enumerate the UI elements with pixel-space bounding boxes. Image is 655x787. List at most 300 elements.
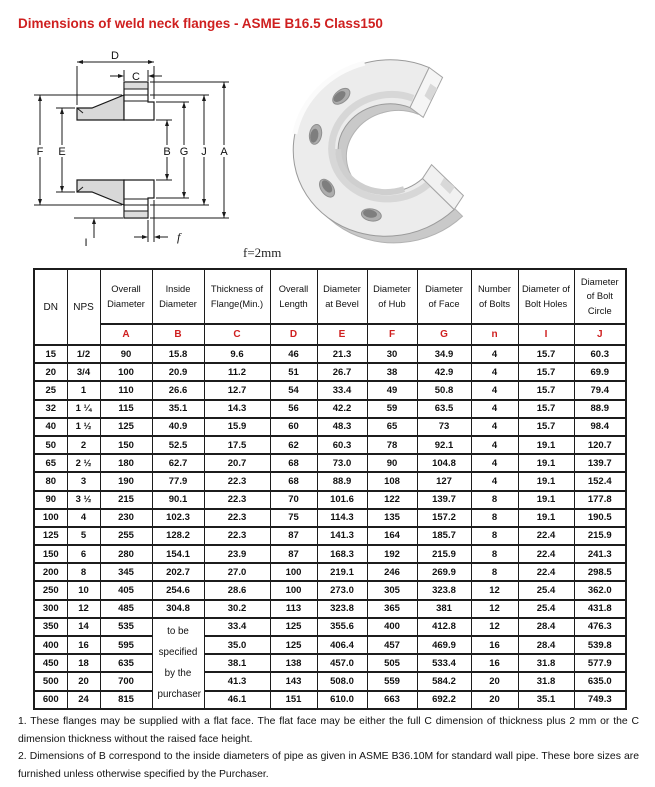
dim-label-e: E — [58, 146, 66, 158]
table-cell: 30.2 — [204, 600, 270, 618]
table-cell: 113 — [270, 600, 317, 618]
table-cell: 125 — [34, 527, 67, 545]
flange-dimensions-table — [33, 268, 627, 710]
table-cell: 101.6 — [317, 491, 367, 509]
table-cell: 190.5 — [574, 509, 626, 527]
dim-I — [74, 218, 123, 249]
table-cell: 40.9 — [152, 418, 204, 436]
table-cell: 400 — [367, 618, 417, 636]
dim-label-rf: f — [177, 230, 181, 244]
table-cell: 25.4 — [518, 581, 574, 599]
table-cell: 177.8 — [574, 491, 626, 509]
table-cell: 15.7 — [518, 363, 574, 381]
table-row — [34, 581, 626, 599]
table-cell: 128.2 — [152, 527, 204, 545]
table-cell: 692.2 — [417, 691, 471, 709]
table-cell: 300 — [34, 600, 67, 618]
table-cell: 8 — [471, 527, 518, 545]
table-cell: 16 — [471, 654, 518, 672]
table-cell: 139.7 — [574, 454, 626, 472]
table-cell: 50.8 — [417, 381, 471, 399]
table-cell: 400 — [34, 636, 67, 654]
table-cell: 12 — [67, 600, 100, 618]
table-cell: 122 — [367, 491, 417, 509]
table-cell: 749.3 — [574, 691, 626, 709]
table-cell: 114.3 — [317, 509, 367, 527]
table-row — [34, 418, 626, 436]
col-letter: E — [317, 324, 367, 345]
table-cell: 50 — [34, 436, 67, 454]
table-cell: 46 — [270, 345, 317, 363]
table-cell: 362.0 — [574, 581, 626, 599]
dim-label-b: B — [163, 146, 171, 158]
col-header: Overall Diameter — [100, 269, 152, 324]
table-cell: 12.7 — [204, 381, 270, 399]
col-header: Thickness of Flange(Min.) — [204, 269, 270, 324]
col-letter: I — [518, 324, 574, 345]
table-cell: 69.9 — [574, 363, 626, 381]
table-cell: 533.4 — [417, 654, 471, 672]
table-cell: 215.9 — [417, 545, 471, 563]
dim-label-i: I — [84, 237, 88, 249]
table-cell: 2 — [67, 436, 100, 454]
table-cell: 8 — [67, 563, 100, 581]
table-cell: 305 — [367, 581, 417, 599]
table-cell: 457 — [367, 636, 417, 654]
table-cell: 28.4 — [518, 618, 574, 636]
table-cell: 100 — [270, 581, 317, 599]
table-cell: 215.9 — [574, 527, 626, 545]
table-cell: 5 — [67, 527, 100, 545]
table-cell: 22.4 — [518, 527, 574, 545]
table-cell: 104.8 — [417, 454, 471, 472]
table-cell: 200 — [34, 563, 67, 581]
table-cell: 65 — [367, 418, 417, 436]
table-cell: 154.1 — [152, 545, 204, 563]
table-cell: 595 — [100, 636, 152, 654]
table-cell: 280 — [100, 545, 152, 563]
table-cell: 108 — [367, 472, 417, 490]
table-cell: 20.7 — [204, 454, 270, 472]
col-letter: A — [100, 324, 152, 345]
table-cell: 4 — [67, 509, 100, 527]
table-cell: 168.3 — [317, 545, 367, 563]
table-cell: 20 — [471, 672, 518, 690]
table-cell: 38.1 — [204, 654, 270, 672]
table-row — [34, 600, 626, 618]
col-letter: D — [270, 324, 317, 345]
table-cell: 635 — [100, 654, 152, 672]
table-cell: 125 — [100, 418, 152, 436]
table-cell: 30 — [367, 345, 417, 363]
table-cell: 4 — [471, 345, 518, 363]
table-cell: 16 — [67, 636, 100, 654]
table-cell: 610.0 — [317, 691, 367, 709]
table-cell: 102.3 — [152, 509, 204, 527]
table-cell: 431.8 — [574, 600, 626, 618]
table-cell: 100 — [100, 363, 152, 381]
table-cell: 584.2 — [417, 672, 471, 690]
table-cell: 35.1 — [152, 400, 204, 418]
table-cell: 27.0 — [204, 563, 270, 581]
table-cell: 19.1 — [518, 454, 574, 472]
table-cell: 40 — [34, 418, 67, 436]
dim-label-a: A — [220, 146, 228, 158]
table-cell: 500 — [34, 672, 67, 690]
raised-face-caption: f=2mm — [243, 245, 282, 260]
table-cell: 269.9 — [417, 563, 471, 581]
table-row — [34, 400, 626, 418]
table-header-row — [34, 269, 626, 324]
table-cell: 19.1 — [518, 491, 574, 509]
table-cell: 51 — [270, 363, 317, 381]
table-cell: 559 — [367, 672, 417, 690]
table-cell: 20 — [471, 691, 518, 709]
table-cell: 4 — [471, 363, 518, 381]
table-cell: 152.4 — [574, 472, 626, 490]
table-cell: 304.8 — [152, 600, 204, 618]
table-cell: 22.4 — [518, 545, 574, 563]
table-cell: 250 — [34, 581, 67, 599]
table-row — [34, 527, 626, 545]
table-cell: 150 — [34, 545, 67, 563]
table-cell: 700 — [100, 672, 152, 690]
table-cell: 90 — [34, 491, 67, 509]
col-letter: G — [417, 324, 471, 345]
table-cell: 77.9 — [152, 472, 204, 490]
table-cell: 32 — [34, 400, 67, 418]
col-letter: J — [574, 324, 626, 345]
table-cell: 73.0 — [317, 454, 367, 472]
table-cell: 246 — [367, 563, 417, 581]
table-cell: 577.9 — [574, 654, 626, 672]
bore-note-cell: to be specified by the purchaser — [152, 618, 204, 709]
table-cell: 15 — [34, 345, 67, 363]
table-cell: 219.1 — [317, 563, 367, 581]
table-cell: 88.9 — [574, 400, 626, 418]
table-cell: 485 — [100, 600, 152, 618]
footnote-2: 2. Dimensions of B correspond to the inside diameters of pipe as given in ASME B36.10M for standard wall pipe. These bore sizes are furnished unless otherwise specified by the Purchaser. — [18, 751, 639, 780]
table-cell: 79.4 — [574, 381, 626, 399]
col-header: Diameter of Hub — [367, 269, 417, 324]
table-row — [34, 436, 626, 454]
table-cell: 192 — [367, 545, 417, 563]
table-cell: 15.9 — [204, 418, 270, 436]
table-row — [34, 509, 626, 527]
footnotes — [18, 713, 639, 783]
table-cell: 59 — [367, 400, 417, 418]
table-cell: 60.3 — [317, 436, 367, 454]
table-cell: 15.7 — [518, 345, 574, 363]
table-cell: 22.4 — [518, 563, 574, 581]
table-cell: 14 — [67, 618, 100, 636]
table-cell: 405 — [100, 581, 152, 599]
table-cell: 35.1 — [518, 691, 574, 709]
dim-B — [156, 120, 173, 180]
table-cell: 8 — [471, 509, 518, 527]
table-cell: 38 — [367, 363, 417, 381]
col-header: Diameter of Face — [417, 269, 471, 324]
table-cell: 215 — [100, 491, 152, 509]
table-cell: 127 — [417, 472, 471, 490]
table-cell: 31.8 — [518, 654, 574, 672]
table-cell: 815 — [100, 691, 152, 709]
table-cell: 323.8 — [417, 581, 471, 599]
table-cell: 28.4 — [518, 636, 574, 654]
table-cell: 135 — [367, 509, 417, 527]
footnote-1: 1. These flanges may be supplied with a flat face. The flat face may be either the full C dimension of thickness plus 2 mm or the C dimension thickness without the raised face height. — [18, 716, 639, 745]
table-cell: 125 — [270, 618, 317, 636]
page-title: Dimensions of weld neck flanges - ASME B16.5 Class150 — [18, 16, 383, 31]
table-cell: 4 — [471, 418, 518, 436]
table-cell: 412.8 — [417, 618, 471, 636]
table-cell: 24 — [67, 691, 100, 709]
table-cell: 35.0 — [204, 636, 270, 654]
table-cell: 42.2 — [317, 400, 367, 418]
table-cell: 350 — [34, 618, 67, 636]
table-cell: 1 — [67, 381, 100, 399]
table-cell: 190 — [100, 472, 152, 490]
table-cell: 20 — [34, 363, 67, 381]
table-cell: 92.1 — [417, 436, 471, 454]
flange-3d-body — [279, 50, 469, 245]
table-cell: 15.8 — [152, 345, 204, 363]
table-cell: 365 — [367, 600, 417, 618]
table-cell: 10 — [67, 581, 100, 599]
table-cell: 62.7 — [152, 454, 204, 472]
table-cell: 202.7 — [152, 563, 204, 581]
table-cell: 87 — [270, 545, 317, 563]
table-cell: 3/4 — [67, 363, 100, 381]
table-cell: 12 — [471, 600, 518, 618]
table-cell: 241.3 — [574, 545, 626, 563]
table-cell: 115 — [100, 400, 152, 418]
table-cell: 505 — [367, 654, 417, 672]
weld-neck-flange-section-drawing — [22, 50, 247, 255]
table-row — [34, 381, 626, 399]
table-cell: 49 — [367, 381, 417, 399]
table-cell: 138 — [270, 654, 317, 672]
table-cell: 34.9 — [417, 345, 471, 363]
table-cell: 254.6 — [152, 581, 204, 599]
table-row — [34, 345, 626, 363]
table-cell: 9.6 — [204, 345, 270, 363]
table-cell: 2 ½ — [67, 454, 100, 472]
table-cell: 88.9 — [317, 472, 367, 490]
table-cell: 150 — [100, 436, 152, 454]
table-cell: 41.3 — [204, 672, 270, 690]
dim-label-d: D — [111, 50, 119, 62]
table-row — [34, 491, 626, 509]
col-header-nps: NPS — [67, 269, 100, 345]
table-row — [34, 618, 626, 636]
col-header: Number of Bolts — [471, 269, 518, 324]
table-cell: 600 — [34, 691, 67, 709]
table-cell: 28.6 — [204, 581, 270, 599]
table-cell: 4 — [471, 436, 518, 454]
table-cell: 63.5 — [417, 400, 471, 418]
table-letter-row — [34, 324, 626, 345]
table-cell: 355.6 — [317, 618, 367, 636]
table-cell: 26.7 — [317, 363, 367, 381]
table-cell: 4 — [471, 454, 518, 472]
table-cell: 100 — [34, 509, 67, 527]
table-cell: 635.0 — [574, 672, 626, 690]
table-cell: 15.7 — [518, 381, 574, 399]
table-cell: 323.8 — [317, 600, 367, 618]
table-cell: 185.7 — [417, 527, 471, 545]
table-cell: 345 — [100, 563, 152, 581]
table-cell: 60.3 — [574, 345, 626, 363]
table-cell: 157.2 — [417, 509, 471, 527]
table-cell: 12 — [471, 618, 518, 636]
table-cell: 20.9 — [152, 363, 204, 381]
table-cell: 8 — [471, 545, 518, 563]
table-cell: 14.3 — [204, 400, 270, 418]
table-cell: 143 — [270, 672, 317, 690]
table-row — [34, 691, 626, 709]
table-cell: 22.3 — [204, 491, 270, 509]
table-cell: 17.5 — [204, 436, 270, 454]
table-cell: 3 ½ — [67, 491, 100, 509]
table-cell: 68 — [270, 454, 317, 472]
dim-label-j: J — [201, 146, 207, 158]
table-row — [34, 654, 626, 672]
col-header: Diameter at Bevel — [317, 269, 367, 324]
table-row — [34, 563, 626, 581]
table-cell: 70 — [270, 491, 317, 509]
flange-section-shapes — [77, 82, 154, 218]
table-cell: 42.9 — [417, 363, 471, 381]
table-row — [34, 545, 626, 563]
table-cell: 60 — [270, 418, 317, 436]
table-cell: 125 — [270, 636, 317, 654]
table-cell: 164 — [367, 527, 417, 545]
table-cell: 25.4 — [518, 600, 574, 618]
table-cell: 80 — [34, 472, 67, 490]
table-cell: 22.3 — [204, 527, 270, 545]
table-cell: 4 — [471, 400, 518, 418]
table-cell: 31.8 — [518, 672, 574, 690]
table-cell: 90 — [100, 345, 152, 363]
table-cell: 141.3 — [317, 527, 367, 545]
table-cell: 3 — [67, 472, 100, 490]
table-cell: 54 — [270, 381, 317, 399]
table-cell: 8 — [471, 491, 518, 509]
table-cell: 87 — [270, 527, 317, 545]
dim-label-g: G — [179, 146, 189, 158]
table-cell: 100 — [270, 563, 317, 581]
table-cell: 16 — [471, 636, 518, 654]
table-cell: 90.1 — [152, 491, 204, 509]
dim-E — [56, 108, 75, 192]
table-row — [34, 363, 626, 381]
table-cell: 12 — [471, 581, 518, 599]
table-cell: 508.0 — [317, 672, 367, 690]
col-header: Overall Length — [270, 269, 317, 324]
table-cell: 68 — [270, 472, 317, 490]
table-cell: 8 — [471, 563, 518, 581]
table-cell: 20 — [67, 672, 100, 690]
table-cell: 298.5 — [574, 563, 626, 581]
table-cell: 273.0 — [317, 581, 367, 599]
table-cell: 65 — [34, 454, 67, 472]
table-cell: 450 — [34, 654, 67, 672]
table-cell: 46.1 — [204, 691, 270, 709]
dimension-table-wrap — [33, 268, 627, 710]
table-cell: 406.4 — [317, 636, 367, 654]
table-cell: 457.0 — [317, 654, 367, 672]
table-row — [34, 454, 626, 472]
table-cell: 6 — [67, 545, 100, 563]
table-cell: 19.1 — [518, 436, 574, 454]
table-cell: 4 — [471, 381, 518, 399]
table-cell: 381 — [417, 600, 471, 618]
table-cell: 22.3 — [204, 509, 270, 527]
table-cell: 15.7 — [518, 418, 574, 436]
table-cell: 48.3 — [317, 418, 367, 436]
table-cell: 78 — [367, 436, 417, 454]
table-cell: 56 — [270, 400, 317, 418]
table-cell: 139.7 — [417, 491, 471, 509]
flange-3d-image — [268, 50, 518, 245]
table-row — [34, 672, 626, 690]
col-header-dn: DN — [34, 269, 67, 345]
table-cell: 19.1 — [518, 509, 574, 527]
table-row — [34, 636, 626, 654]
table-cell: 33.4 — [317, 381, 367, 399]
table-cell: 535 — [100, 618, 152, 636]
table-cell: 90 — [367, 454, 417, 472]
table-cell: 539.8 — [574, 636, 626, 654]
table-cell: 25 — [34, 381, 67, 399]
table-cell: 75 — [270, 509, 317, 527]
table-cell: 23.9 — [204, 545, 270, 563]
table-cell: 120.7 — [574, 436, 626, 454]
table-cell: 15.7 — [518, 400, 574, 418]
table-cell: 469.9 — [417, 636, 471, 654]
dim-label-c: C — [132, 71, 140, 83]
table-cell: 1 ½ — [67, 418, 100, 436]
table-cell: 255 — [100, 527, 152, 545]
table-cell: 22.3 — [204, 472, 270, 490]
col-header: Diameter of Bolt Circle — [574, 269, 626, 324]
table-cell: 230 — [100, 509, 152, 527]
table-cell: 1/2 — [67, 345, 100, 363]
col-letter: B — [152, 324, 204, 345]
table-cell: 52.5 — [152, 436, 204, 454]
table-cell: 180 — [100, 454, 152, 472]
col-letter: n — [471, 324, 518, 345]
table-cell: 26.6 — [152, 381, 204, 399]
table-cell: 73 — [417, 418, 471, 436]
table-cell: 4 — [471, 472, 518, 490]
table-cell: 663 — [367, 691, 417, 709]
table-cell: 62 — [270, 436, 317, 454]
table-cell: 476.3 — [574, 618, 626, 636]
col-header: Inside Diameter — [152, 269, 204, 324]
table-cell: 21.3 — [317, 345, 367, 363]
table-cell: 11.2 — [204, 363, 270, 381]
table-cell: 98.4 — [574, 418, 626, 436]
table-cell: 151 — [270, 691, 317, 709]
col-letter: F — [367, 324, 417, 345]
dim-label-f-hub: F — [36, 146, 44, 158]
table-row — [34, 472, 626, 490]
table-cell: 33.4 — [204, 618, 270, 636]
table-cell: 19.1 — [518, 472, 574, 490]
table-cell: 18 — [67, 654, 100, 672]
